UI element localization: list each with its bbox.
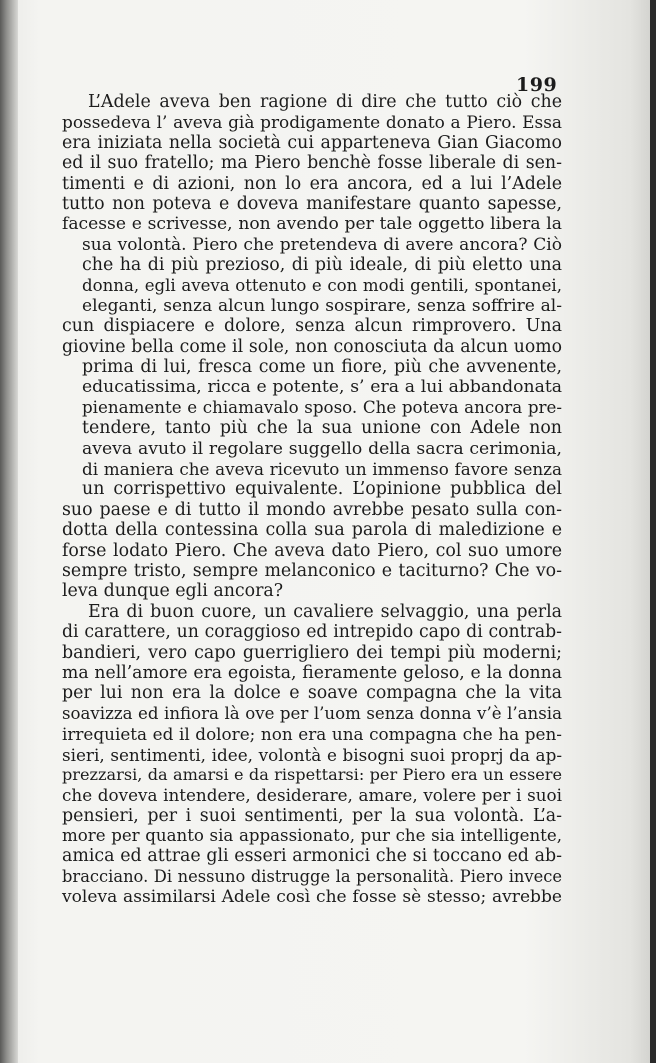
text-line: suo paese e di tutto il mondo avrebbe pesato sulla con- — [62, 499, 562, 520]
page-edge — [650, 0, 656, 1063]
text-line: prezzarsi, da amarsi e da rispettarsi: per Piero era un essere — [62, 764, 562, 784]
text-line: eleganti, senza alcun lungo sospirare, senza soffrire al- — [82, 295, 562, 316]
text-line: era iniziata nella società cui apparteneva Gian Giacomo — [62, 132, 562, 153]
text-line: prima di lui, fresca come un fiore, più che avvenente, — [82, 357, 562, 378]
text-line: amica ed attrae gli esseri armonici che si toccano ed ab- — [62, 846, 562, 867]
text-line: bracciano. Di nessuno distrugge la personalità. Piero invece — [62, 866, 562, 886]
page-number: 199 — [516, 74, 558, 96]
text-line: un corrispettivo equivalente. L’opinione pubblica del — [82, 479, 562, 500]
text-line: educatissima, ricca e potente, s’ era a lui abbandonata — [82, 377, 562, 398]
text-line: L’Adele aveva ben ragione di dire che tutto ciò che — [88, 92, 562, 112]
text-line: irrequieta ed il dolore; non era una compagna che ha pen- — [62, 724, 562, 745]
text-line: giovine bella come il sole, non conosciuta da alcun uomo — [62, 336, 562, 357]
text-line: leva dunque egli ancora? — [62, 581, 284, 602]
text-line: sieri, sentimenti, idee, volontà e bisogni suoi proprj da ap- — [62, 744, 562, 765]
text-line: facesse e scrivesse, non avendo per tale oggetto libera la — [62, 214, 562, 235]
text-line: forse lodato Piero. Che aveva dato Piero, col suo umore — [62, 540, 562, 561]
text-line: donna, egli aveva ottenuto e con modi gentili, spontanei, — [82, 275, 562, 295]
text-line: sua volontà. Piero che pretendeva di avere ancora? Ciò — [82, 234, 562, 255]
text-line: ma nell’amore era egoista, fieramente geloso, e la donna — [62, 662, 562, 683]
text-line: dotta della contessina colla sua parola di maledizione e — [62, 520, 562, 541]
text-line: che ha di più prezioso, di più ideale, di più eletto una — [82, 255, 562, 276]
text-line: voleva assimilarsi Adele così che fosse sè stesso; avrebbe — [62, 887, 562, 908]
text-line: soavizza ed infiora là ove per l’uom senza donna v’è l’ansia — [62, 703, 562, 723]
text-line: tutto non poteva e doveva manifestare quanto sapesse, — [62, 193, 562, 214]
text-line: cun dispiacere e dolore, senza alcun rimprovero. Una — [62, 316, 562, 337]
text-line: di maniera che aveva ricevuto un immenso favore senza — [82, 459, 562, 480]
text-line: Era di buon cuore, un cavaliere selvaggio, una perla — [88, 601, 562, 622]
text-line: che doveva intendere, desiderare, amare, volere per i suoi — [62, 785, 562, 806]
text-line: timenti e di azioni, non lo era ancora, ed a lui l’Adele — [62, 173, 562, 194]
text-line: aveva avuto il regolare suggello della sacra cerimonia, — [82, 438, 562, 459]
text-line: per lui non era la dolce e soave compagna che la vita — [62, 683, 562, 704]
text-line: di carattere, un coraggioso ed intrepido capo di contrab- — [62, 622, 562, 643]
text-line: possedeva l’ aveva già prodigamente donato a Piero. Essa — [62, 112, 562, 133]
text-line: bandieri, vero capo guerrigliero dei tempi più moderni; — [62, 642, 562, 663]
text-line: pienamente e chiamavalo sposo. Che poteva ancora pre- — [82, 397, 562, 417]
text-line: pensieri, per i suoi sentimenti, per la sua volontà. L’a- — [62, 805, 562, 826]
text-line: ed il suo fratello; ma Piero benchè fosse liberale di sen- — [62, 153, 562, 174]
text-line: more per quanto sia appassionato, pur che sia intelligente, — [62, 826, 562, 846]
text-line: tendere, tanto più che la sua unione con Adele non — [82, 418, 562, 439]
body-text — [62, 92, 562, 908]
text-line: sempre tristo, sempre melanconico e taciturno? Che vo- — [62, 560, 562, 581]
page-binding-shadow — [0, 0, 18, 1063]
